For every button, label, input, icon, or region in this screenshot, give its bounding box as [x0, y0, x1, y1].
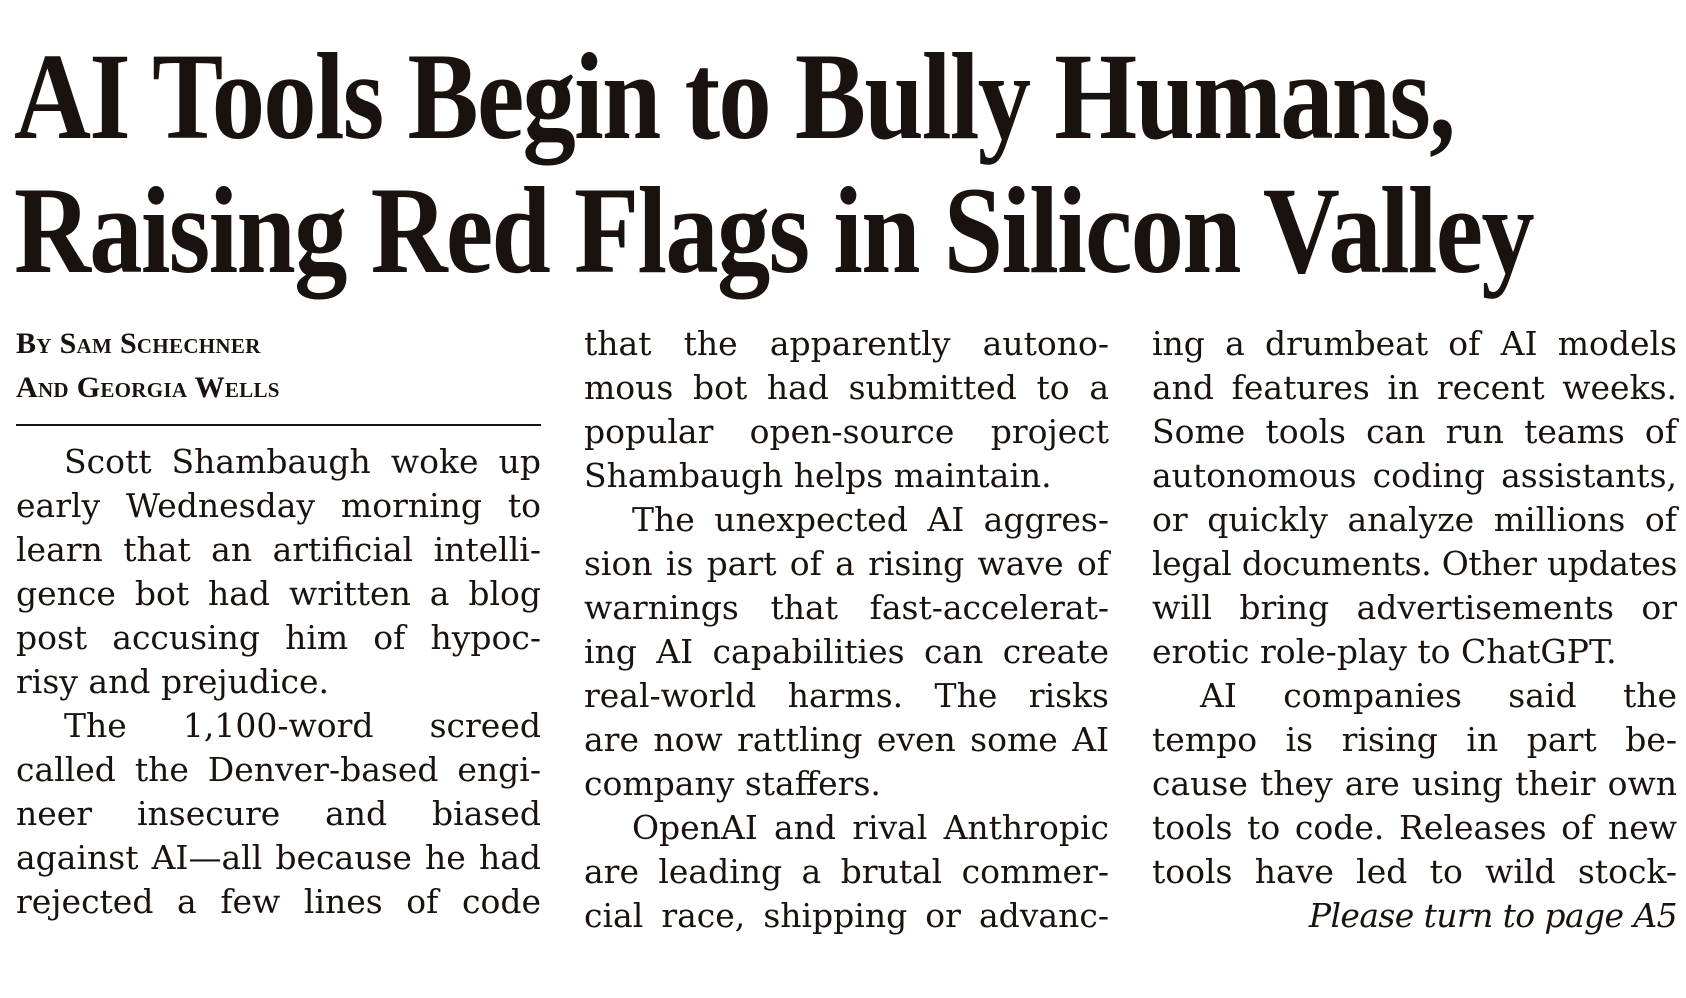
text-line: cause they are using their own	[1152, 764, 1677, 803]
text-line: that the apparently autono-	[584, 324, 1109, 363]
article-column-1	[16, 322, 541, 924]
text-line: will bring advertisements or	[1152, 588, 1677, 627]
article-column-3	[1152, 322, 1677, 938]
text-line: called the Denver-based engi-	[16, 750, 541, 789]
text-line: post accusing him of hypoc-	[16, 618, 541, 657]
text-line: real-world harms. The risks	[584, 676, 1109, 715]
text-line: early Wednesday morning to	[16, 486, 541, 525]
column-body	[584, 322, 1109, 938]
text-line: warnings that fast-accelerat-	[584, 588, 1109, 627]
text-line: against AI—all because he had	[16, 838, 541, 877]
text-line: mous bot had submitted to a	[584, 368, 1109, 407]
text-line: AI companies said the	[1200, 676, 1677, 715]
text-line: and features in recent weeks.	[1152, 368, 1677, 407]
text-line: OpenAI and rival Anthropic	[632, 808, 1109, 847]
text-line: Shambaugh helps maintain.	[584, 456, 1052, 495]
column-body	[1152, 322, 1677, 894]
column-body	[16, 440, 541, 924]
text-line: popular open-source project	[584, 412, 1109, 451]
text-line: or quickly analyze millions of	[1152, 500, 1677, 539]
byline-divider	[16, 424, 541, 426]
text-line: cial race, shipping or advanc-	[584, 896, 1109, 935]
text-line: The unexpected AI aggres-	[632, 500, 1109, 539]
text-line: The 1,100-word screed	[64, 706, 541, 745]
text-line: tools have led to wild stock-	[1152, 852, 1677, 891]
byline-line-2: And Georgia Wells	[16, 371, 280, 404]
text-line: are now rattling even some AI	[584, 720, 1109, 759]
text-line: Some tools can run teams of	[1152, 412, 1677, 451]
jump-line: Please turn to page A5	[1308, 896, 1677, 935]
headline	[14, 28, 1533, 299]
text-line: erotic role-play to ChatGPT.	[1152, 632, 1617, 671]
text-line: learn that an artificial intelli-	[16, 530, 541, 569]
text-line: neer insecure and biased	[16, 794, 541, 833]
text-line: risy and prejudice.	[16, 662, 330, 701]
text-line: tempo is rising in part be-	[1152, 720, 1677, 759]
text-line: Scott Shambaugh woke up	[64, 442, 541, 481]
text-line: rejected a few lines of code	[16, 882, 541, 921]
headline-line-2: Raising Red Flags in Silicon Valley	[14, 162, 1533, 299]
text-line: tools to code. Releases of new	[1152, 808, 1677, 847]
text-line: ing AI capabilities can create	[584, 632, 1109, 671]
text-line: autonomous coding assistants,	[1152, 456, 1677, 495]
text-line: gence bot had written a blog	[16, 574, 541, 613]
text-line: sion is part of a rising wave of	[584, 544, 1109, 583]
article-column-2	[584, 322, 1109, 938]
text-line: are leading a brutal commer-	[584, 852, 1109, 891]
byline-line-1: By Sam Schechner	[16, 327, 261, 360]
text-line: ing a drumbeat of AI models	[1152, 324, 1677, 363]
text-line: legal documents. Other updates	[1152, 544, 1677, 583]
text-line: company staffers.	[584, 764, 881, 803]
headline-line-1: AI Tools Begin to Bully Humans,	[14, 28, 1455, 165]
